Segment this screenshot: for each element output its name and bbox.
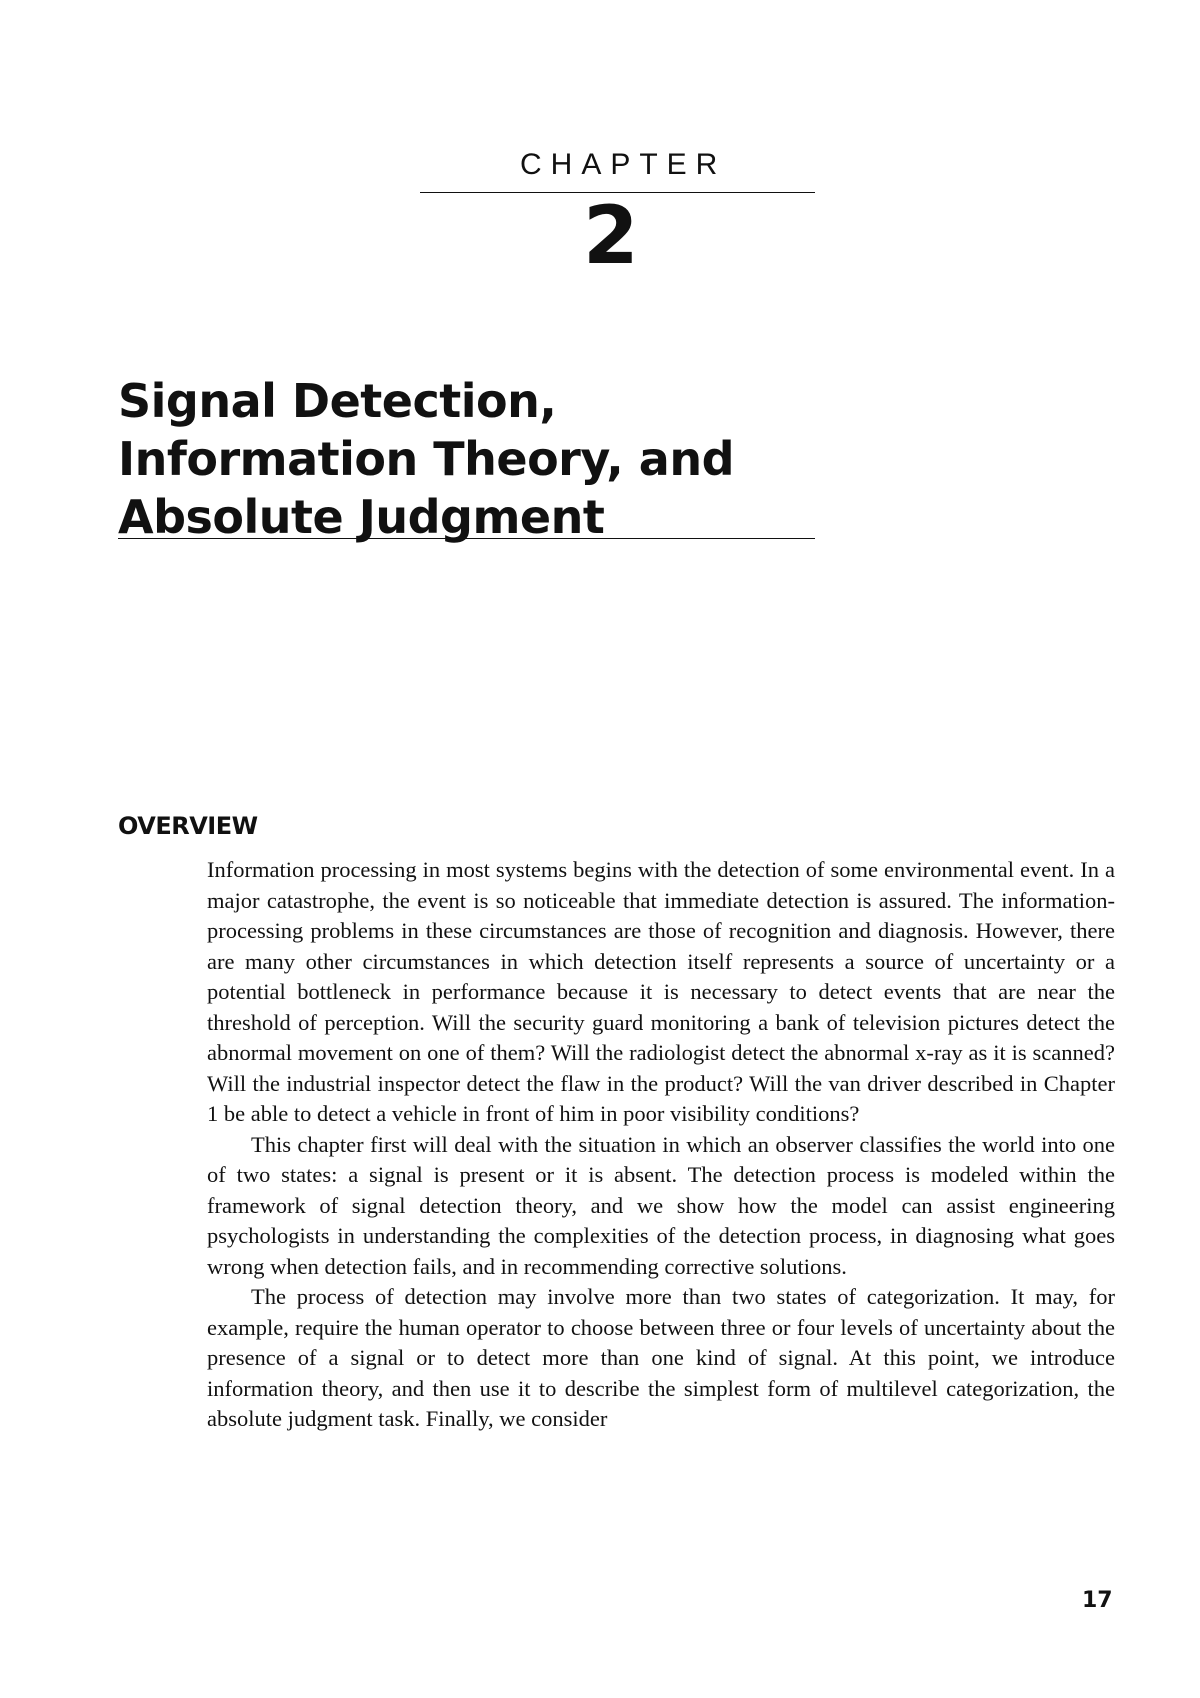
chapter-title-line: Signal Detection, — [118, 374, 557, 428]
chapter-number: 2 — [583, 189, 639, 282]
body-paragraph: The process of detection may involve more than two states of categorization. It may, for example, require the human operator to choose between three or four levels of uncertainty about the presence of a signal or to detect more than one kind of signal. At this point, we introduce information theory, and then use it to describe the simplest form of multilevel categorization, the absolute judgment task. Finally, we consider — [207, 1284, 1115, 1431]
chapter-title — [118, 372, 818, 546]
body-paragraph: This chapter first will deal with the situation in which an observer classifies the world into one of two states: a signal is present or it is absent. The detection process is modeled within the framework of signal detection theory, and we show how the model can assist engineering psychologists in understanding the complexities of the detection process, in diagnosing what goes wrong when detection fails, and in recommending corrective solutions. — [207, 1131, 1115, 1279]
chapter-title-line: Absolute Judgment — [118, 490, 605, 544]
overview-heading: OVERVIEW — [118, 812, 258, 840]
title-rule — [118, 538, 815, 539]
overview-body — [207, 855, 1115, 1435]
chapter-title-line: Information Theory, and — [118, 432, 734, 486]
chapter-label: CHAPTER — [520, 148, 727, 181]
body-paragraph: Information processing in most systems begins with the detection of some environmental event. In a major catastrophe, the event is so noticeable that immediate detection is assured. The information-processing problems in these circumstances are those of recognition and diagnosis. However, there are many other circumstances in which detection itself represents a source of uncertainty or a potential bottleneck in performance because it is necessary to detect events that are near the threshold of perception. Will the security guard monitoring a bank of television pictures detect the abnormal movement on one of them? Will the radiologist detect the abnormal x-ray as it is scanned? Will the industrial inspector detect the flaw in the product? Will the van driver described in Chapter 1 be able to detect a vehicle in front of him in poor visibility conditions? — [207, 857, 1115, 1126]
page-number: 17 — [1082, 1588, 1113, 1613]
